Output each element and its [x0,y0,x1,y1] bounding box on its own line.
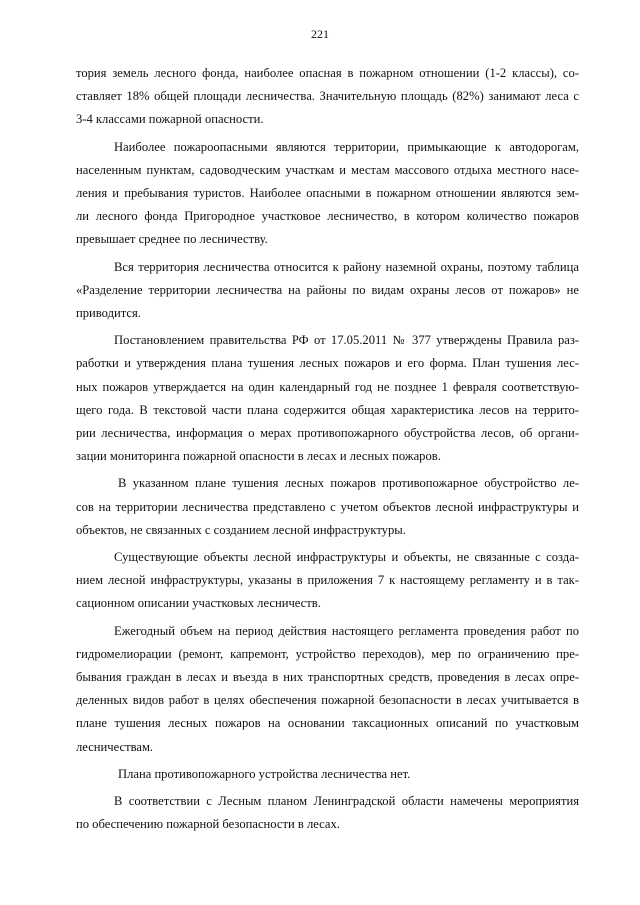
text-line: В соответствии с Лесным планом Ленинградской области намечены мероприятия [114,794,579,809]
text-line: населенным пунктам, садоводческим участкам и местам массового отдыха местного насе- [76,162,579,177]
text-line: сов на территории лесничества представлено с учетом объектов лесной инфраструктуры и [76,499,579,514]
paragraph [76,256,579,326]
paragraph [76,790,579,836]
text-line: 3-4 классами пожарной опасности. [76,112,264,127]
document-body [76,62,579,837]
text-line: Наиболее пожароопасными являются территории, примыкающие к автодорогам, [114,139,579,154]
text-line: щего года. В текстовой части плана содержится общая характеристика лесов на террито- [76,402,579,417]
text-line: тория земель лесного фонда, наиболее опасная в пожарном отношении (1-2 классы), со- [76,66,579,80]
paragraph [76,472,579,542]
paragraph [76,136,579,252]
text-line: Плана противопожарного устройства лесничества нет. [118,766,411,781]
text-line: объектов, не связанных с созданием лесной инфраструктуры. [76,522,406,537]
paragraph [76,329,579,468]
text-line: сационном описании участковых лесничеств. [76,596,321,611]
text-line: деленных видов работ в целях обеспечения пожарной безопасности в лесах учитывается в [76,693,579,708]
text-line: ных пожаров утверждается на один календарный год не позднее 1 февраля соответствую- [76,379,579,394]
text-line: приводится. [76,306,141,321]
text-line: плане тушения лесных пожаров на основании таксационных описаний по участковым [76,716,579,731]
text-line: ли лесного фонда Пригородное участковое лесничество, в котором количество пожаров [76,209,579,224]
text-line: В указанном плане тушения лесных пожаров противопожарное обустройство ле- [118,476,579,491]
text-line: гидромелиорации (ремонт, капремонт, устройство переходов), мер по ограничению пре- [76,646,579,661]
text-line: ления и пребывания туристов. Наиболее опасными в пожарном отношении являются зем- [76,186,579,201]
text-line: нием лесной инфраструктуры, указаны в приложения 7 к настоящему регламенту и в так- [76,573,579,588]
text-line: Ежегодный объем на период действия настоящего регламента проведения работ по [114,623,579,638]
text-line: бывания граждан в лесах и въезда в них транспортных средств, проведения в лесах опре- [76,670,579,685]
text-line: зации мониторинга пожарной опасности в лесах и лесных пожаров. [76,449,441,464]
text-line: «Разделение территории лесничества на районы по видам охраны лесов от пожаров» не [76,282,579,297]
text-line: Вся территория лесничества относится к району наземной охраны, поэтому таблица [114,259,579,274]
text-line: Постановлением правительства РФ от 17.05.2011 № 377 утверждены Правила раз- [114,333,579,348]
text-line: работки и утверждения плана тушения лесных пожаров и его форма. План тушения лес- [76,356,579,371]
paragraph [76,62,579,132]
text-line: по обеспечению пожарной безопасности в лесах. [76,817,340,832]
text-line: превышает среднее по лесничеству. [76,232,268,247]
text-line: Существующие объекты лесной инфраструктуры и объекты, не связанные с созда- [114,550,579,565]
page-number: 221 [311,27,329,41]
paragraph [76,546,579,616]
paragraph [76,620,579,759]
text-line: рии лесничества, информация о мерах противопожарного обустройства лесов, об органи- [76,426,579,441]
text-line: ставляет 18% общей площади лесничества. Значительную площадь (82%) занимают леса с [76,89,579,104]
paragraph [76,763,579,786]
text-line: лесничествам. [76,739,154,754]
